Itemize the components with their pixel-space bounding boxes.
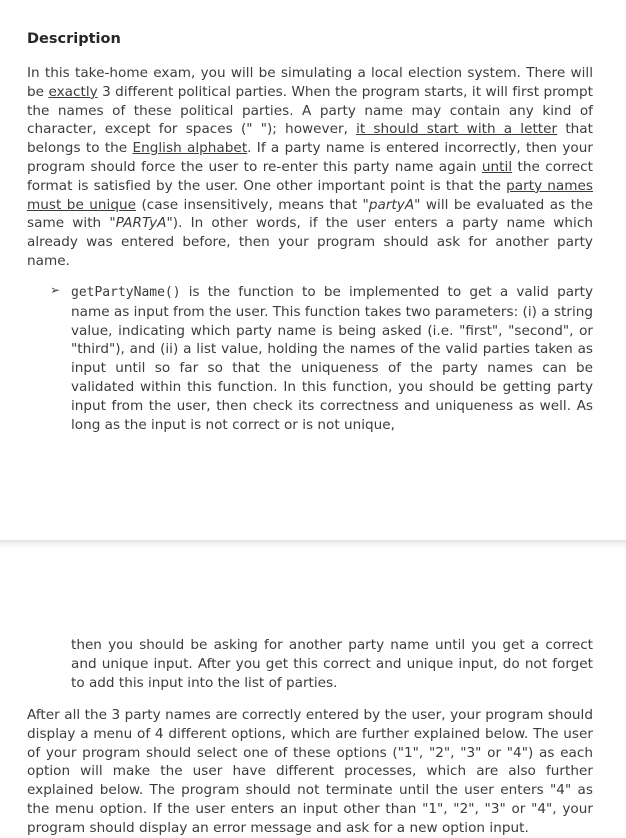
underlined-text: until	[481, 158, 513, 175]
page-divider	[0, 540, 626, 549]
text-run: the correct format is satisfied by the user. One other important point is that the	[27, 158, 593, 194]
underlined-text: it should start with a letter	[356, 121, 558, 138]
text-run: In this take-home exam, you will be simulating a local election system. There will be	[27, 65, 593, 100]
text-run: . If a party name is entered incorrectly, then your program should force the user to re-enter this party name again	[27, 140, 593, 175]
menu-paragraph: After all the 3 party names are correctly entered by the user, your program should display a menu of 4 different options, which are further explained below. The user of your program should select one of these options ("1", "2", "3" or "4") as each option will make the user have different processes, which are also further explained below. The program should not terminate until the user enters "4" as the menu option. If the user enters an input other than "1", "2", "3" or "4", your program should display an error message and ask for a new option input.	[27, 707, 593, 836]
text-run: 3 different political parties. When the program starts, it will first prompt the names of these political parties. A party name may contain any kind of character, except for spaces (" "); however,	[27, 83, 594, 138]
section-heading: Description	[27, 31, 121, 47]
underlined-text: party names must be unique	[27, 177, 593, 213]
document-page-2	[0, 549, 626, 838]
underlined-text: exactly	[48, 83, 98, 100]
bullet-item	[71, 283, 593, 434]
intro-paragraph	[27, 64, 593, 271]
bullet-continuation: then you should be asking for another party name until you get a correct and unique input. After you get this correct and unique input, do not forget to add this input into the list of parties.	[71, 637, 593, 691]
text-run: that belongs to the	[27, 121, 594, 157]
bullet-arrow-icon: ➢	[50, 283, 61, 297]
underlined-text: English alphabet	[132, 140, 248, 157]
text-run: "). In other words, if the user enters a party name which already was entered before, then your program should ask for another party name.	[27, 215, 593, 269]
italic-text: partyA	[368, 196, 415, 213]
bullet-text: is the function to be implemented to get a valid party name as input from the user. This function takes two parameters: (i) a string value, indicating which party name is being asked (i.e. "first", "second", or "third"), and (ii) a list value, holding the names of the valid parties taken as input until so far so that the uniqueness of the party names can be validated within this function. In this function, you should be getting party input from the user, then check its correctness and uniqueness as well. As long as the input is not correct or is not unique,	[71, 284, 593, 433]
text-run: " will be evaluated as the same with "	[27, 196, 593, 232]
italic-text: PARTyA	[115, 215, 167, 232]
text-run: (case insensitively, means that "	[136, 196, 369, 213]
function-name: getPartyName()	[71, 285, 181, 300]
